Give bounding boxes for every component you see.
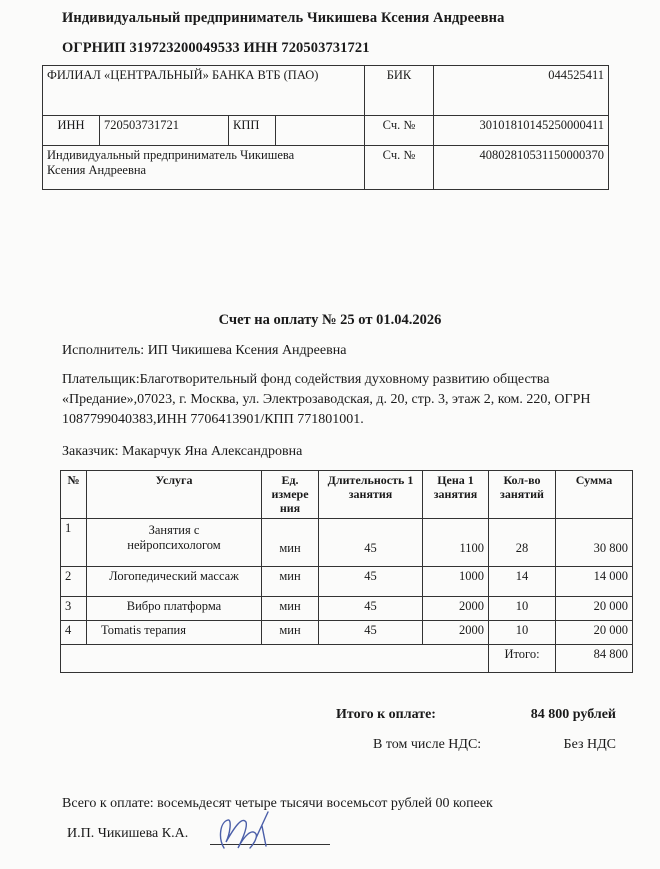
bik-value: 044525411 bbox=[434, 66, 609, 116]
header-unit: Ед. измере ния bbox=[262, 471, 319, 519]
bik-label: БИК bbox=[365, 66, 434, 116]
invoice-title: Счет на оплату № 25 от 01.04.2026 bbox=[218, 312, 442, 328]
vat-value: Без НДС bbox=[563, 737, 616, 752]
row-unit: мин bbox=[262, 621, 319, 645]
row-qty: 10 bbox=[489, 621, 556, 645]
header-num: № bbox=[61, 471, 87, 519]
kpp-label: КПП bbox=[229, 116, 276, 146]
header-service: Услуга bbox=[87, 471, 262, 519]
amount-in-words: Всего к оплате: восемьдесят четыре тысячи восемьсот рублей 00 копеек bbox=[62, 796, 493, 811]
table-row bbox=[61, 597, 633, 621]
inn-label: ИНН bbox=[43, 116, 100, 146]
row-qty: 10 bbox=[489, 597, 556, 621]
bank-name: ФИЛИАЛ «ЦЕНТРАЛЬНЫЙ» БАНКА ВТБ (ПАО) bbox=[43, 66, 365, 116]
signer-name: И.П. Чикишева К.А. bbox=[67, 826, 189, 841]
header-sum: Сумма bbox=[556, 471, 633, 519]
row-sum: 14 000 bbox=[556, 567, 633, 597]
recipient-name: Индивидуальный предприниматель Чикишева Ксения Андреевна bbox=[43, 146, 365, 190]
seller-name: Индивидуальный предприниматель Чикишева Ксения Андреевна bbox=[62, 10, 505, 26]
payer-block: Плательщик:Благотворительный фонд содействия духовному развитию общества «Предание»,07023, г. Москва, ул. Электрозаводская, д. 20, стр. 3, этаж 2, ком. 220, ОГРН 1087799040383,ИНН 7706413901/КПП 771801001. bbox=[62, 372, 591, 427]
customer-line: Заказчик: Макарчук Яна Александровна bbox=[62, 444, 303, 459]
account-value: 40802810531150000370 bbox=[434, 146, 609, 190]
kpp-value bbox=[276, 116, 365, 146]
row-service: Tomatis терапия bbox=[87, 621, 262, 645]
row-service: Вибро платформа bbox=[87, 597, 262, 621]
row-sum: 20 000 bbox=[556, 597, 633, 621]
header-qty: Кол-во занятий bbox=[489, 471, 556, 519]
row-num: 4 bbox=[61, 621, 87, 645]
row-price: 2000 bbox=[423, 597, 489, 621]
row-num: 2 bbox=[61, 567, 87, 597]
row-qty: 14 bbox=[489, 567, 556, 597]
row-unit: мин bbox=[262, 567, 319, 597]
corr-account-label: Сч. № bbox=[365, 116, 434, 146]
row-duration: 45 bbox=[319, 519, 423, 567]
account-label: Сч. № bbox=[365, 146, 434, 190]
row-num: 3 bbox=[61, 597, 87, 621]
row-price: 2000 bbox=[423, 621, 489, 645]
services-table bbox=[60, 470, 633, 673]
row-num: 1 bbox=[61, 519, 87, 567]
executor-line: Исполнитель: ИП Чикишева Ксения Андреевна bbox=[62, 343, 347, 358]
row-qty: 28 bbox=[489, 519, 556, 567]
row-duration: 45 bbox=[319, 621, 423, 645]
row-service: Занятия с нейропсихологом bbox=[87, 519, 262, 567]
row-unit: мин bbox=[262, 597, 319, 621]
bank-details-table bbox=[42, 65, 609, 190]
inn-value: 720503731721 bbox=[100, 116, 229, 146]
row-sum: 20 000 bbox=[556, 621, 633, 645]
row-unit: мин bbox=[262, 519, 319, 567]
row-sum: 30 800 bbox=[556, 519, 633, 567]
row-duration: 45 bbox=[319, 597, 423, 621]
table-row bbox=[61, 621, 633, 645]
row-duration: 45 bbox=[319, 567, 423, 597]
total-spacer bbox=[61, 645, 489, 673]
pay-total-label: Итого к оплате: bbox=[336, 707, 436, 722]
total-value: 84 800 bbox=[556, 645, 633, 673]
table-row bbox=[61, 567, 633, 597]
table-row bbox=[61, 519, 633, 567]
total-label: Итого: bbox=[489, 645, 556, 673]
pay-total-value: 84 800 рублей bbox=[530, 707, 616, 722]
header-duration: Длительность 1 занятия bbox=[319, 471, 423, 519]
corr-account-value: 30101810145250000411 bbox=[434, 116, 609, 146]
row-price: 1000 bbox=[423, 567, 489, 597]
row-service: Логопедический массаж bbox=[87, 567, 262, 597]
seller-ogrnip: ОГРНИП 319723200049533 ИНН 720503731721 bbox=[62, 40, 370, 56]
signature-image bbox=[212, 808, 282, 852]
header-price: Цена 1 занятия bbox=[423, 471, 489, 519]
row-price: 1100 bbox=[423, 519, 489, 567]
vat-label: В том числе НДС: bbox=[373, 737, 482, 752]
